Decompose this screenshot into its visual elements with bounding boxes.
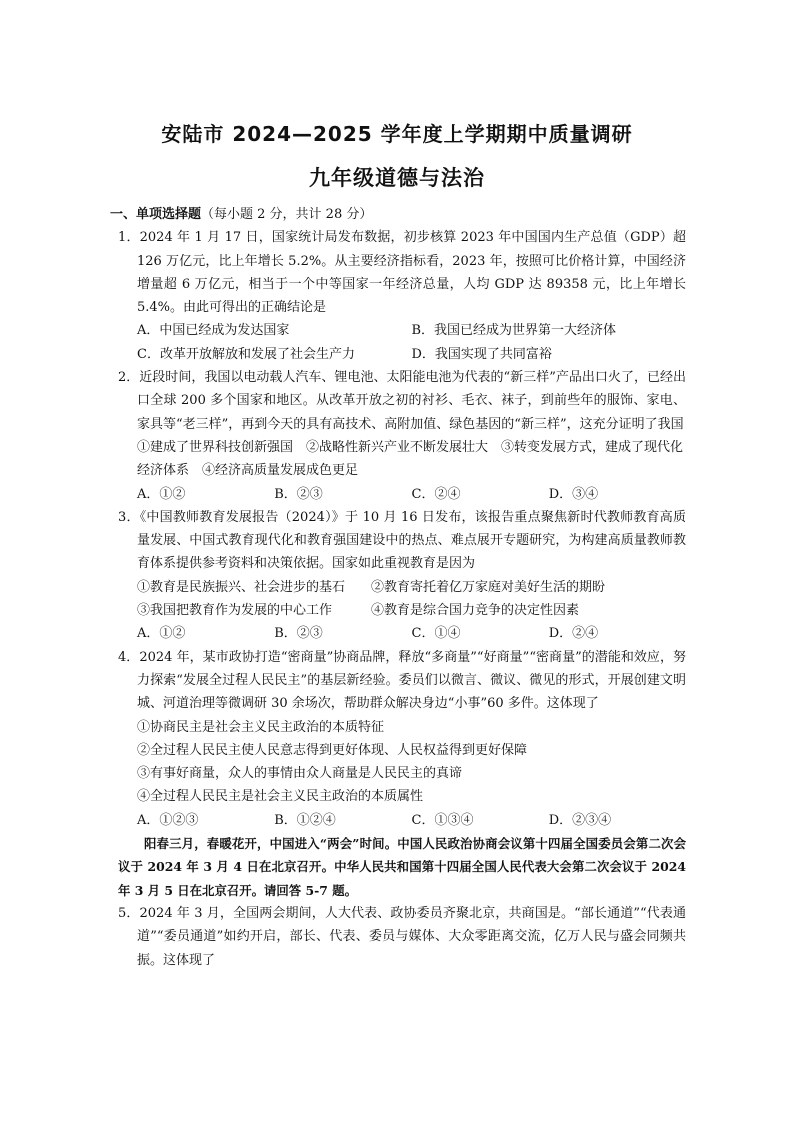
- question-4-statement-4: ④全过程人民民主是社会主义民主政治的本质属性: [137, 789, 424, 805]
- question-3-option-d[interactable]: D．②④: [548, 626, 599, 642]
- question-2-option-d[interactable]: D．③④: [548, 486, 599, 502]
- section-note: （每小题 2 分，共计 28 分）: [201, 207, 373, 222]
- question-3-option-a[interactable]: A．①②: [137, 626, 186, 642]
- question-4-option-a[interactable]: A．①②③: [137, 812, 199, 828]
- question-3-option-c[interactable]: C．①④: [411, 626, 461, 642]
- question-1-option-b[interactable]: B．我国已经成为世界第一大经济体: [411, 323, 617, 339]
- question-4-options: [118, 809, 686, 832]
- question-3-stem: 3．《中国教师教育发展报告（2024）》于 10 月 16 日发布，该报告重点聚焦新时代教师教育高质量发展、中国式教育现代化和教育强国建设中的热点、难点展开专题研究，为构建高质量教师教育体系提供参考资料和决策依据。国家如此重视教育是因为: [118, 509, 686, 572]
- question-2-statements: ①建成了世界科技创新强国 ②战略性新兴产业不断发展壮大 ③转变发展方式，建成了现代化经济体系 ④经济高质量发展成色更足: [137, 439, 684, 479]
- question-2-options: [118, 483, 686, 506]
- question-5-stem: 5．2024 年 3 月，全国两会期间，人大代表、政协委员齐聚北京，共商国是。“部长通道”“代表通道”“委员通道”如约开启，部长、代表、委员与媒体、大众零距离交流，亿万人民与盛会同频共振。这体现了: [118, 905, 686, 968]
- question-3-statements-1: ①教育是民族振兴、社会进步的基石 ②教育寄托着亿万家庭对美好生活的期盼: [137, 579, 606, 595]
- exam-content: [110, 203, 686, 972]
- question-3-statements-2: ③我国把教育作为发展的中心工作 ④教育是综合国力竞争的决定性因素: [137, 603, 580, 619]
- question-1-option-c[interactable]: C．改革开放解放和发展了社会生产力: [137, 346, 355, 362]
- question-4-statement-2: ②全过程人民民主使人民意志得到更好体现、人民权益得到更好保障: [137, 742, 528, 758]
- question-3-options: [118, 622, 686, 645]
- question-4-stem: 4．2024 年，某市政协打造“密商量”协商品牌，释放“多商量”“好商量”“密商量”的潜能和效应，努力探索“发展全过程人民民主”的基层新经验。委员们以微言、微议、微见的形式，开展创建文明城、河道治理等微调研 30 余场次，帮助群众解决身边“小事”60 多件。这体现了: [118, 649, 686, 712]
- question-4-statement-1: ①协商民主是社会主义民主政治的本质特征: [137, 719, 385, 735]
- question-2-option-a[interactable]: A．①②: [137, 486, 186, 502]
- question-4-statement-3: ③有事好商量，众人的事情由众人商量是人民民主的真谛: [137, 766, 463, 782]
- exam-subject: 九年级道德与法治: [309, 166, 485, 190]
- reading-material: 阳春三月，春暖花开，中国进入“两会”时间。中国人民政治协商会议第十四届全国委员会第二次会议于 2024 年 3 月 4 日在北京召开。中华人民共和国第十四届全国人民代表大会第二次会议于 2024 年 3 月 5 日在北京召开。请回答 5-7 题。: [118, 836, 686, 898]
- question-2-option-c[interactable]: C．②④: [411, 486, 461, 502]
- question-4-option-b[interactable]: B．①②④: [274, 812, 336, 828]
- section-heading: [110, 203, 686, 226]
- section-label: 一、单项选择题: [110, 207, 202, 222]
- question-1-option-a[interactable]: A．中国已经成为发达国家: [137, 323, 290, 339]
- question-3-option-b[interactable]: B．②③: [274, 626, 323, 642]
- question-1-option-d[interactable]: D．我国实现了共同富裕: [411, 346, 552, 362]
- question-1-stem: 1．2024 年 1 月 17 日，国家统计局发布数据，初步核算 2023 年中国国内生产总值（GDP）超 126 万亿元，比上年增长 5.2%。从主要经济指标看，2023 年，按照可比价格计算，中国经济增量超 6 万亿元，相当于一个中等国家一年经济总量，人均 GDP 达 89358 元，比上年增长 5.4%。由此可得出的正确结论是: [118, 230, 686, 316]
- question-2-option-b[interactable]: B．②③: [274, 486, 323, 502]
- question-2-stem: 2．近段时间，我国以电动载人汽车、锂电池、太阳能电池为代表的“新三样”产品出口火了，已经出口全球 200 多个国家和地区。从改革开放之初的衬衫、毛衣、袜子，到前些年的服饰、家电、家具等“老三样”，再到今天的具有高技术、高附加值、绿色基因的“新三样”，这充分证明了我国: [118, 370, 686, 432]
- question-1-options-row1: [118, 319, 686, 342]
- question-4-option-d[interactable]: D．②③④: [548, 812, 612, 828]
- question-4-option-c[interactable]: C．①③④: [411, 812, 474, 828]
- exam-title: 安陆市 2024—2025 学年度上学期期中质量调研: [161, 122, 633, 146]
- question-1-options-row2: [118, 343, 686, 366]
